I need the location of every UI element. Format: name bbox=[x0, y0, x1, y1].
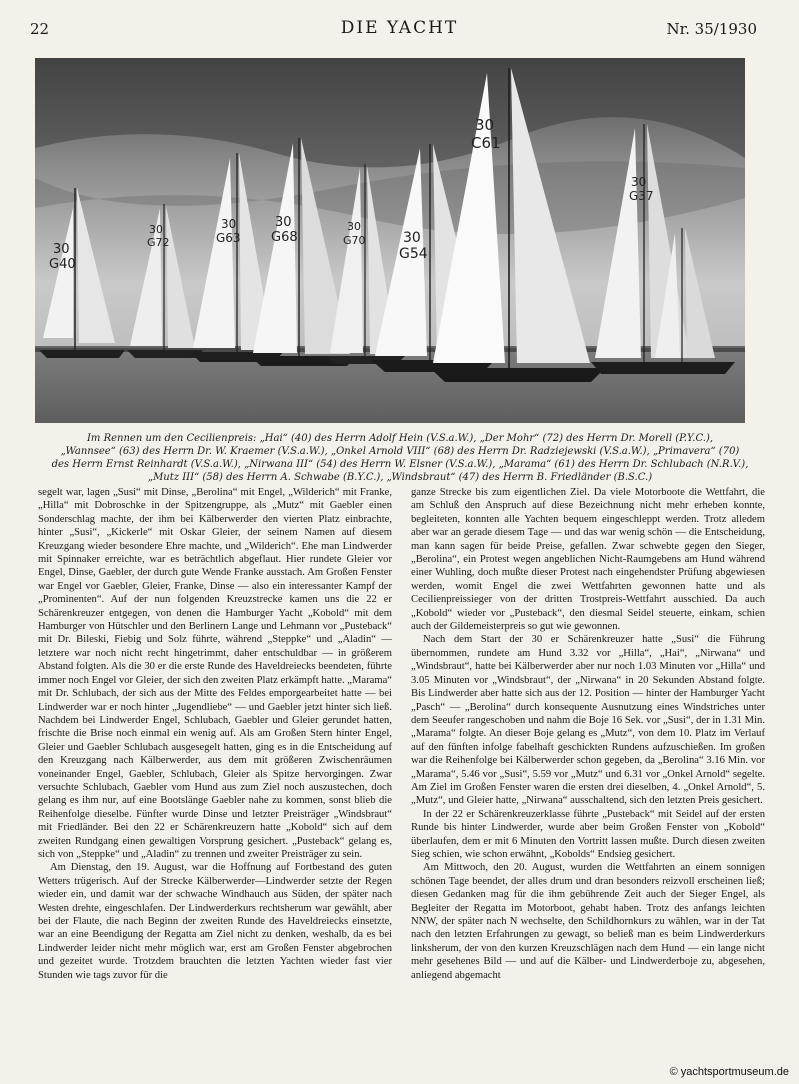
sail-number-g72: 30 bbox=[149, 223, 163, 236]
page-number: 22 bbox=[30, 20, 50, 38]
svg-text:G72: G72 bbox=[147, 236, 170, 249]
caption-line: „Mutz III“ (58) des Herrn A. Schwabe (B.Y.C.), „Windsbraut“ (47) des Herrn B. Friedländer (B.S.C.) bbox=[147, 472, 653, 483]
regatta-photo bbox=[35, 58, 745, 423]
regatta-photo-illustration bbox=[35, 58, 745, 423]
article-column-right bbox=[411, 486, 765, 982]
page-header bbox=[0, 14, 799, 50]
svg-text:G54: G54 bbox=[399, 246, 428, 262]
copyright-watermark: © yachtsportmuseum.de bbox=[669, 1066, 789, 1078]
svg-text:G68: G68 bbox=[271, 230, 298, 245]
sail-number-g68: 30 bbox=[275, 215, 292, 230]
paragraph: Am Mittwoch, den 20. August, wurden die Wettfahrten an einem sonnigen schönen Tage beendet, der alles drum und dran besonders reizvoll erscheinen ließ; diesen Gedanken mag für die ihm gebührende Zeit auch der Sieger Engel, als Begleiter der Regatta im Motorboot, gehabt haben. Trotz des anfangs leichten NNW, der später nach N wechselte, den Schildhornkurs zu wählen, war in der Tat nach den letzten Erfahrungen zu gewagt, so beließ man es beim Lindwerderkurs linksherum, der von den kurzen Kreuzschlägen nach dem Hund — ein lange nicht mehr gesehenes Bild — und auf die Kälber- und Lindwerderboje zu, abgesehen, anliegend abgemacht bbox=[411, 862, 765, 981]
paragraph: ganze Strecke bis zum eigentlichen Ziel. Da viele Motorboote die Wettfahrt, die am Schluß den Anspruch auf diese Bezeichnung nicht mehr erheben konnte, begleiteten, konnten alle Yachten bequem eingeschleppt werden. Trotz alledem aber war an gerade diesem Tage — und das war wenig schön — die Entscheidung, man kann sagen für beide Preise, gefallen. Zwar schwebte gegen den Sieger, „Berolina“, ein Protest wegen angeblichen Nicht-Raumgebens am Hund während einer Wuhling, doch mußte dieser Protest nach eingehendster Prüfung abgewiesen werden, womit Engel die zwei Wettfahrten gewonnen hatte und als Cecilienpreissieger von der dritten Trostpreis-Wettfahrt ausschied. Da auch „Kobold“ wieder vor „Pusteback“, den diesmal Seidel steuerte, einkam, schien auch der Gildemeisterpreis so gut wie gewonnen. bbox=[411, 487, 765, 633]
svg-text:G70: G70 bbox=[343, 234, 366, 247]
sail-number-g63: 30 bbox=[221, 217, 237, 231]
paragraph: segelt war, lagen „Susi“ mit Dinse, „Berolina“ mit Engel, „Wilderich“ mit Franke, „Hilla“ mit Dobroschke in der Spitzengruppe, als „Mutz“ mit Gaebler einen Sonderschlag machte, der ihm bei Kälberwerder den vierten Platz einbrachte, hinter „Susi“, „Kickerle“ mit Oskar Gleier, der seinem Namen auf diesem Kreuzgang wieder besondere Ehre machte, und „Wilderich“. Ehe man Lindwerder mit Spinnaker erreichte, war es beträchtlich abgeflaut. Hier rundete Gleier vor Engel, Dinse, Gaebler, der durch gute Wende Franke ausstach. Am Großen Fenster war Engel vor Gaebler, Gleier, Franke, Dinse — also ein interessanter Kampf der „Prominenten“. Auf der nun folgenden Kreuzstrecke kamen uns die 22 er Schärenkreuzer entgegen, von denen die Hamburger Yacht „Kobold“ mit dem Hamburger von Hütschler und den Berlinern Lange und Lehmann vor „Pusteback“ mit Dr. Bileski, Fiebig und Solz führte, während „Steppke“ und „Aladin“ — letztere war noch nicht recht hingetrimmt, daher entschuldbar — in größerem Abstand folgten. Als die 30 er die erste Runde des Haveldreiecks beendeten, führte immer noch Engel vor Gleier, der sich den zweiten Platz erkämpft hatte. „Marama“ mit Dr. Schlubach, der sich aus der Mitte des Feldes emporgearbeitet hatte — bei Lindwerder war er noch hinter „Jugendliebe“ — und Gaebler jetzt hinter sich ließ. Nachdem bei Lindwerder Engel, Schlubach, Gaebler und Gleier gerundet hatten, frischte die Brise noch einmal ein wenig auf. Als am Großen Stern hinter Engel, Gleier und Gaebler Schlubach ausgesegelt hatten, ging es in die Entscheidung auf den Kreuzgang nach Kälberwerder, aus dem mit größeren Zwischenräumen voneinander Engel, Gaebler, Schlubach, Gleier als Spitze hervorgingen. Zwar versuchte Schlubach, Gaebler vom Hund aus zum Ziel noch auszustechen, doch gelang es ihm nur, auf eine Bootslänge Gaebler nahe zu kommen, sonst blieb die Reihenfolge dieselbe. Fünfter wurde Dinse und letzter Preisträger „Windsbraut“ mit Friedländer. Bei den 22 er Schärenkreuzern hatte „Kobold“ sich auf dem zweiten Rundgang einen gewaltigen Vorsprung gesichert. „Pusteback“ gelang es, sich von „Steppke“ und „Aladin“ zu trennen und zweiter Preisträger zu sein. bbox=[38, 487, 392, 860]
issue-number: Nr. 35/1930 bbox=[666, 20, 757, 38]
svg-text:G40: G40 bbox=[49, 257, 76, 272]
sail-number-g37: 30 bbox=[631, 175, 647, 189]
svg-text:G63: G63 bbox=[216, 231, 241, 245]
sail-number-g40: 30 bbox=[53, 242, 70, 257]
sail-number-g70: 30 bbox=[347, 220, 361, 233]
article-column-left bbox=[38, 486, 392, 982]
sail-number-g54: 30 bbox=[403, 230, 421, 246]
paragraph: Am Dienstag, den 19. August, war die Hoffnung auf Fortbestand des guten Wetters trügerisch. Auf der Strecke Kälberwerder—Lindwerder setzte der Regen wieder ein, und damit war der schwache Windhauch aus Süden, der später nach Westen drehte, eingeschlafen. Der Lindwerderkurs rechtsherum war gewählt, aber bei der Flaute, die nach Beginn der zweiten Runde des Haveldreiecks einsetzte, war an eine Beendigung der Regatta am Ziel nicht zu denken, weshalb, da es bei Lindwerder leider nicht mehr möglich war, erst am Großen Fenster abgebrochen und gezeitet wurde. Trotzdem brauchten die letzten Yachten wieder fast vier Stunden wie tags zuvor für die bbox=[38, 862, 392, 981]
paragraph: In der 22 er Schärenkreuzerklasse führte „Pusteback“ mit Seidel auf der ersten Runde bis hinter Lindwerder, wurde aber beim Großen Fenster von „Kobold“ überlaufen, dem er mit 6 Minuten den Vortritt lassen mußte. Durch diesen zweiten Sieg schien, wie schon erwähnt, „Kobolds“ Endsieg gesichert. bbox=[411, 808, 765, 860]
caption-line: Im Rennen um den Cecilienpreis: „Hai“ (40) des Herrn Adolf Hein (V.S.a.W.), „Der Mohr“ (72) des Herrn Dr. Morell (P.Y.C.), bbox=[86, 433, 714, 444]
magazine-title: DIE YACHT bbox=[340, 18, 459, 38]
sail-number-c61: 30 bbox=[475, 116, 495, 134]
caption-line: des Herrn Ernst Reinhardt (V.S.a.W.), „Nirwana III“ (54) des Herrn W. Elsner (V.S.a.W.), „Marama“ (61) des Herrn Dr. Schlubach (N.R.V.), bbox=[51, 459, 749, 470]
paragraph: Nach dem Start der 30 er Schärenkreuzer hatte „Susi“ die Führung übernommen, rundete am Hund 3.32 vor „Hilla“, „Hai“, „Nirwana“ und „Windsbraut“, hatte bei Kälberwerder aber nur noch 1.03 Minuten vor „Hilla“ und 3.05 Minuten vor „Windsbraut“, der „Nirwana“ in 20 Sekunden Abstand folgte. Bis Lindwerder aber hatte sich aus der 12. Position — hinter der Hamburger Yacht „Pasch“ — „Berolina“ durch konsequente Ausnutzung eines Windstriches unter dem Seeufer rangeschoben und nahm die Boje 16 Sek. vor „Susi“, der in 1.31 Min. „Marama“ folgte. An dieser Boje gelang es „Mutz“, von dem 10. Platz im Verlauf auf den fünften infolge fabelhaft geschickten Rundens aufzuschießen. Im großen war die Reihenfolge bei Kälberwerder schon gegeben, da „Berolina“ 3.16 Min. vor „Marama“, 5.46 vor „Susi“, 5.59 vor „Mutz“ und 6.31 vor „Onkel Arnold“ segelte. Am Ziel im Großen Fenster waren die ersten drei dieselben, 4. „Onkel Arnold“, 5. „Mutz“, und Gleier hatte, „Nirwana“ ausschaltend, sich den letzten Preis gesichert. bbox=[411, 634, 765, 807]
svg-text:G37: G37 bbox=[629, 189, 654, 203]
svg-text:C61: C61 bbox=[471, 134, 501, 152]
photo-caption bbox=[42, 432, 758, 484]
caption-line: „Wannsee“ (63) des Herrn Dr. W. Kraemer (V.S.a.W.), „Onkel Arnold VIII“ (68) des Herrn Dr. Radziejewski (V.S.a.W.), „Primavera“ (70) bbox=[60, 446, 740, 457]
